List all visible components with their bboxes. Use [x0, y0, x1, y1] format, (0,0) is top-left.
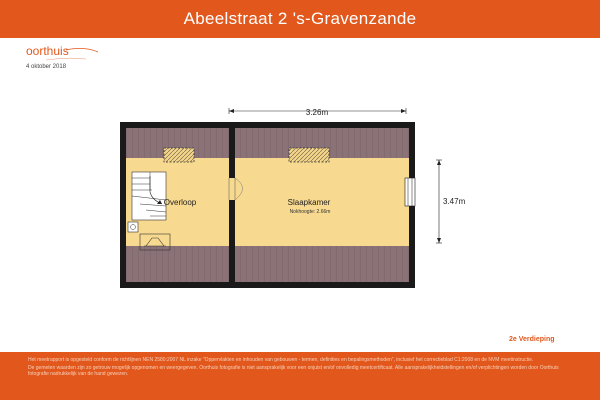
skylight-right — [289, 148, 329, 162]
footer-paragraph-2: De gemeten waarden zijn zo getrouw mogelijk opgenomen en weergegeven. Oorthuis fotografie is niet aansprakelijk voor een onjuist en/of onvolledig meetcertificaat. Alle aansprakelijkheidstellingen en/of verplichtingen worden door Oorthuis fotografie nadrukkelijk van de hand gewezen. — [28, 365, 559, 378]
skylight-left — [164, 148, 194, 162]
height-dimension-line — [436, 160, 442, 243]
roof-slope-bottom-right — [235, 246, 409, 282]
footer-paragraph-1: Het meetrapport is opgesteld conform de richtlijnen NEN 2580:2007 NL inzake "Oppervlakten en inhouden van gebouwen - termen, definities en bepalingsmethoden", inclusief het correctieblad C1:2008 en de NVM meetinstructie. — [28, 357, 534, 363]
height-dimension-label: 3.47m — [443, 197, 466, 206]
inner-wall — [229, 128, 235, 282]
footer-disclaimer — [0, 352, 600, 400]
slaapkamer-label: Slaapkamer — [287, 198, 331, 207]
washbasin — [128, 222, 138, 232]
staircase — [132, 172, 166, 220]
slaapkamer-sublabel: Nokhoogte: 2.66m — [289, 209, 331, 215]
logo-brand-text: oorthuis — [26, 44, 69, 58]
window-right — [405, 178, 415, 206]
roof-slope-bottom-left — [126, 246, 229, 282]
page-title: Abeelstraat 2 's-Gravenzande — [183, 9, 417, 28]
door-opening — [229, 178, 235, 200]
width-dimension-label: 3.26m — [305, 108, 329, 117]
report-date: 4 oktober 2018 — [26, 64, 67, 70]
floor-level-label: 2e Verdieping — [509, 336, 555, 343]
overloop-label: Overloop — [163, 198, 197, 207]
